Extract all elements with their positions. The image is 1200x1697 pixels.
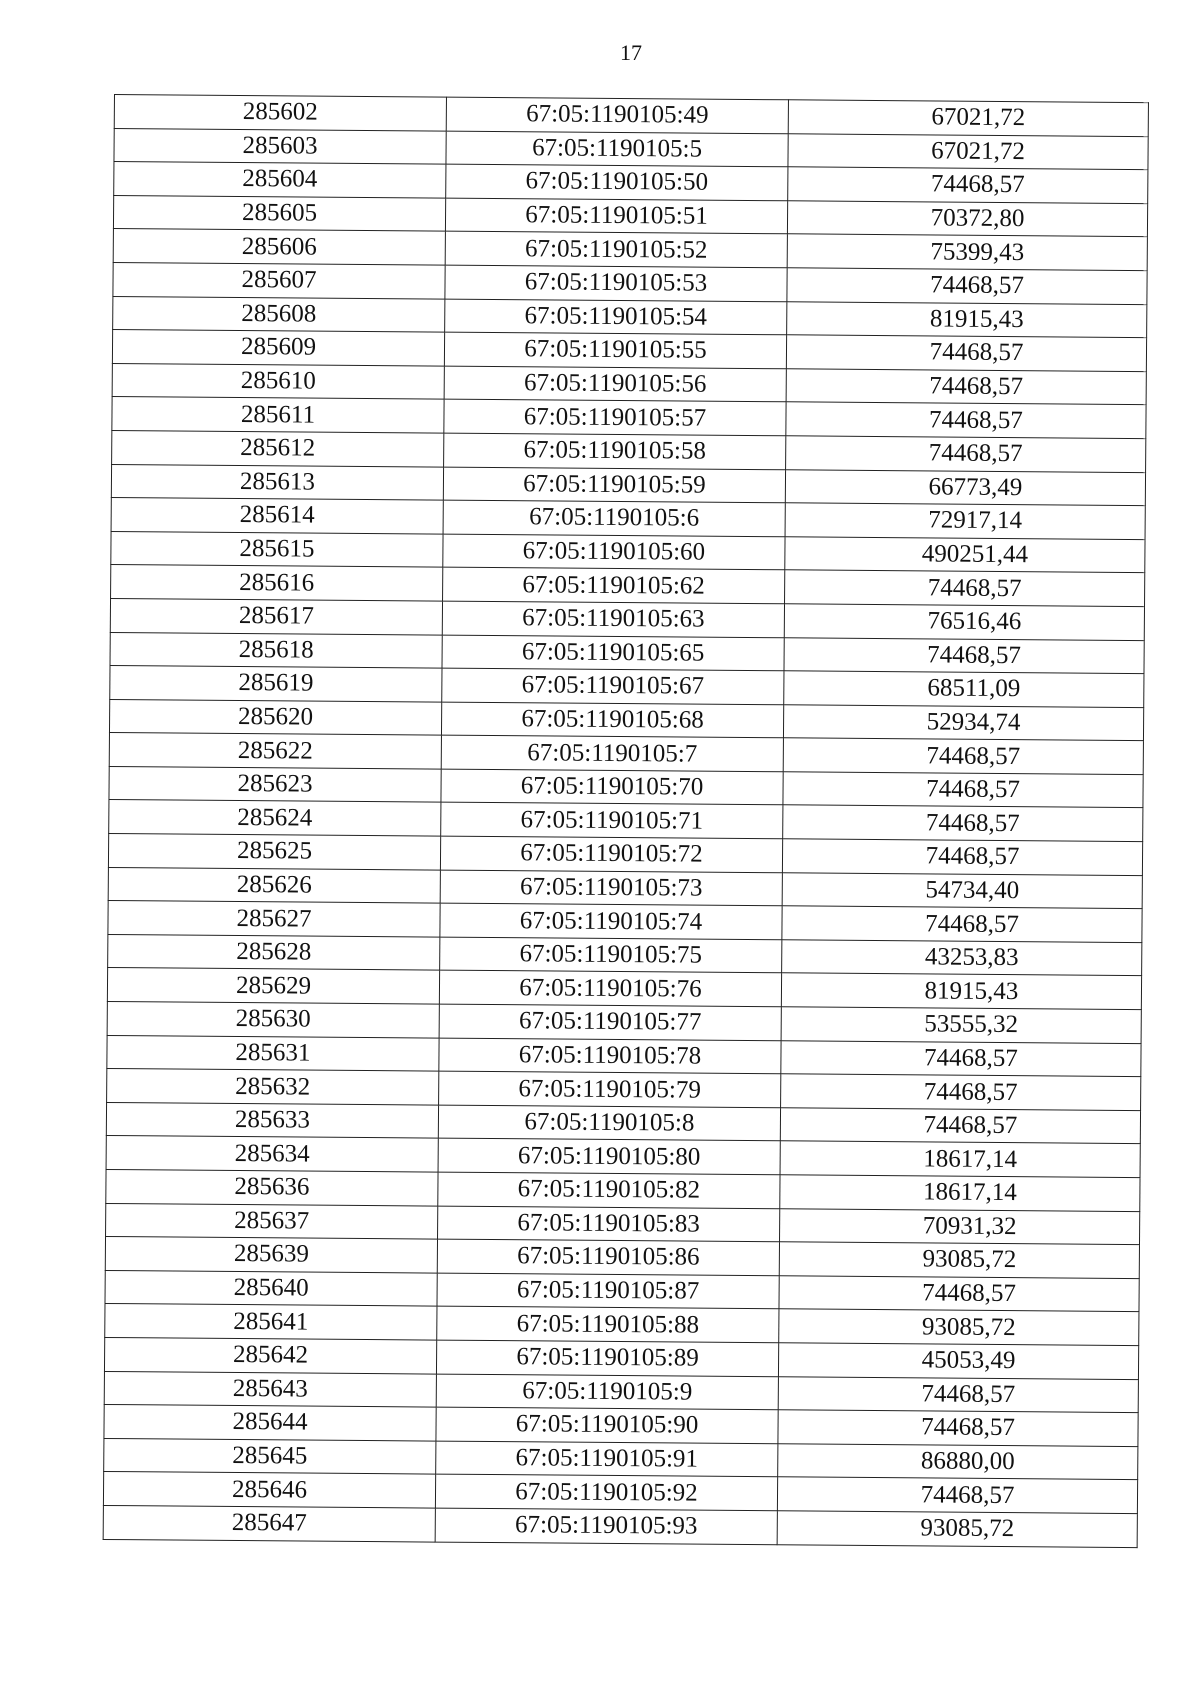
row-number-cell: 285618 — [110, 632, 442, 668]
row-number-cell: 285616 — [111, 565, 443, 601]
cadastral-value-table — [103, 94, 1149, 1548]
cadastral-number-cell: 67:05:1190105:9 — [436, 1374, 778, 1410]
cadastral-value-cell: 93085,72 — [777, 1511, 1137, 1547]
row-number-cell: 285633 — [106, 1102, 438, 1138]
cadastral-value-cell: 18617,14 — [780, 1141, 1140, 1177]
page-number: 17 — [620, 40, 642, 65]
cadastral-value-cell: 74468,57 — [784, 637, 1144, 673]
row-number-cell: 285643 — [104, 1371, 436, 1407]
cadastral-value-cell: 81915,43 — [781, 973, 1141, 1009]
cadastral-number-cell: 67:05:1190105:6 — [443, 500, 785, 536]
row-number-cell: 285624 — [109, 800, 441, 836]
row-number-cell: 285605 — [113, 195, 445, 231]
cadastral-value-cell: 54734,40 — [782, 872, 1142, 908]
cadastral-number-cell: 67:05:1190105:8 — [438, 1105, 780, 1141]
cadastral-number-cell: 67:05:1190105:55 — [444, 332, 786, 368]
row-number-cell: 285623 — [109, 766, 441, 802]
cadastral-number-cell: 67:05:1190105:62 — [443, 567, 785, 603]
cadastral-value-cell: 67021,72 — [788, 100, 1148, 136]
row-number-cell: 285602 — [114, 95, 446, 131]
cadastral-value-cell: 74468,57 — [788, 167, 1148, 203]
row-number-cell: 285629 — [107, 968, 439, 1004]
row-number-cell: 285626 — [108, 867, 440, 903]
cadastral-value-cell: 93085,72 — [779, 1242, 1139, 1278]
cadastral-value-cell: 52934,74 — [783, 704, 1143, 740]
row-number-cell: 285615 — [111, 531, 443, 567]
cadastral-number-cell: 67:05:1190105:89 — [436, 1340, 778, 1376]
cadastral-number-cell: 67:05:1190105:57 — [444, 399, 786, 435]
cadastral-number-cell: 67:05:1190105:87 — [437, 1273, 779, 1309]
cadastral-number-cell: 67:05:1190105:63 — [442, 601, 784, 637]
row-number-cell: 285620 — [109, 699, 441, 735]
row-number-cell: 285611 — [112, 397, 444, 433]
cadastral-value-cell: 75399,43 — [787, 234, 1147, 270]
row-number-cell: 285612 — [112, 430, 444, 466]
row-number-cell: 285642 — [104, 1337, 436, 1373]
cadastral-value-table-container — [103, 94, 1149, 1548]
cadastral-value-cell: 43253,83 — [782, 940, 1142, 976]
cadastral-number-cell: 67:05:1190105:88 — [437, 1306, 779, 1342]
cadastral-value-cell: 76516,46 — [784, 604, 1144, 640]
row-number-cell: 285604 — [114, 162, 446, 198]
cadastral-number-cell: 67:05:1190105:77 — [439, 1004, 781, 1040]
row-number-cell: 285640 — [105, 1270, 437, 1306]
row-number-cell: 285644 — [104, 1405, 436, 1441]
row-number-cell: 285627 — [108, 901, 440, 937]
cadastral-number-cell: 67:05:1190105:93 — [435, 1508, 777, 1544]
cadastral-number-cell: 67:05:1190105:53 — [445, 265, 787, 301]
cadastral-value-cell: 74468,57 — [786, 335, 1146, 371]
cadastral-value-cell: 74468,57 — [780, 1108, 1140, 1144]
cadastral-value-cell: 74468,57 — [782, 839, 1142, 875]
row-number-cell: 285613 — [111, 464, 443, 500]
cadastral-number-cell: 67:05:1190105:86 — [437, 1239, 779, 1275]
row-number-cell: 285628 — [108, 934, 440, 970]
row-number-cell: 285637 — [106, 1203, 438, 1239]
cadastral-number-cell: 67:05:1190105:73 — [440, 870, 782, 906]
cadastral-number-cell: 67:05:1190105:51 — [445, 198, 787, 234]
cadastral-value-cell: 74468,57 — [781, 1074, 1141, 1110]
row-number-cell: 285609 — [112, 330, 444, 366]
cadastral-number-cell: 67:05:1190105:68 — [441, 702, 783, 738]
cadastral-value-cell: 66773,49 — [785, 469, 1145, 505]
cadastral-value-cell: 74468,57 — [786, 369, 1146, 405]
cadastral-value-cell: 74468,57 — [781, 1040, 1141, 1076]
cadastral-value-cell: 74468,57 — [782, 906, 1142, 942]
row-number-cell: 285631 — [107, 1035, 439, 1071]
row-number-cell: 285610 — [112, 363, 444, 399]
cadastral-number-cell: 67:05:1190105:56 — [444, 366, 786, 402]
cadastral-number-cell: 67:05:1190105:79 — [439, 1071, 781, 1107]
cadastral-number-cell: 67:05:1190105:58 — [444, 433, 786, 469]
cadastral-value-cell: 68511,09 — [784, 671, 1144, 707]
cadastral-value-cell: 74468,57 — [778, 1410, 1138, 1446]
row-number-cell: 285646 — [103, 1472, 435, 1508]
cadastral-number-cell: 67:05:1190105:83 — [438, 1206, 780, 1242]
cadastral-number-cell: 67:05:1190105:52 — [445, 231, 787, 267]
cadastral-number-cell: 67:05:1190105:59 — [443, 467, 785, 503]
cadastral-number-cell: 67:05:1190105:49 — [446, 97, 788, 133]
cadastral-value-cell: 74468,57 — [786, 402, 1146, 438]
cadastral-number-cell: 67:05:1190105:7 — [441, 735, 783, 771]
cadastral-number-cell: 67:05:1190105:60 — [443, 534, 785, 570]
cadastral-value-cell: 490251,44 — [785, 537, 1145, 573]
row-number-cell: 285606 — [113, 229, 445, 265]
cadastral-value-cell: 74468,57 — [787, 268, 1147, 304]
cadastral-number-cell: 67:05:1190105:70 — [441, 769, 783, 805]
cadastral-number-cell: 67:05:1190105:50 — [446, 164, 788, 200]
table-row — [103, 1505, 1137, 1547]
cadastral-number-cell: 67:05:1190105:91 — [436, 1441, 778, 1477]
row-number-cell: 285608 — [113, 296, 445, 332]
cadastral-number-cell: 67:05:1190105:65 — [442, 635, 784, 671]
cadastral-number-cell: 67:05:1190105:78 — [439, 1038, 781, 1074]
row-number-cell: 285619 — [110, 666, 442, 702]
cadastral-value-cell: 72917,14 — [785, 503, 1145, 539]
cadastral-number-cell: 67:05:1190105:67 — [442, 668, 784, 704]
row-number-cell: 285636 — [106, 1169, 438, 1205]
cadastral-value-cell: 74468,57 — [783, 805, 1143, 841]
cadastral-number-cell: 67:05:1190105:75 — [440, 937, 782, 973]
row-number-cell: 285625 — [108, 834, 440, 870]
cadastral-number-cell: 67:05:1190105:80 — [438, 1138, 780, 1174]
row-number-cell: 285617 — [110, 598, 442, 634]
cadastral-value-cell: 70372,80 — [787, 201, 1147, 237]
cadastral-number-cell: 67:05:1190105:76 — [439, 971, 781, 1007]
cadastral-value-cell: 74468,57 — [785, 570, 1145, 606]
row-number-cell: 285603 — [114, 128, 446, 164]
cadastral-value-cell: 93085,72 — [779, 1309, 1139, 1345]
table-body — [103, 95, 1148, 1548]
cadastral-value-cell: 81915,43 — [787, 301, 1147, 337]
cadastral-value-cell: 45053,49 — [778, 1343, 1138, 1379]
cadastral-number-cell: 67:05:1190105:82 — [438, 1172, 780, 1208]
cadastral-value-cell: 67021,72 — [788, 133, 1148, 169]
cadastral-number-cell: 67:05:1190105:71 — [441, 803, 783, 839]
row-number-cell: 285634 — [106, 1136, 438, 1172]
row-number-cell: 285647 — [103, 1505, 435, 1541]
cadastral-number-cell: 67:05:1190105:54 — [445, 299, 787, 335]
cadastral-number-cell: 67:05:1190105:5 — [446, 131, 788, 167]
cadastral-value-cell: 74468,57 — [777, 1477, 1137, 1513]
cadastral-number-cell: 67:05:1190105:90 — [436, 1407, 778, 1443]
row-number-cell: 285614 — [111, 498, 443, 534]
cadastral-value-cell: 70931,32 — [780, 1208, 1140, 1244]
cadastral-value-cell: 74468,57 — [779, 1276, 1139, 1312]
cadastral-value-cell: 74468,57 — [786, 436, 1146, 472]
row-number-cell: 285607 — [113, 262, 445, 298]
row-number-cell: 285639 — [105, 1237, 437, 1273]
cadastral-value-cell: 18617,14 — [780, 1175, 1140, 1211]
cadastral-value-cell: 74468,57 — [783, 738, 1143, 774]
cadastral-value-cell: 53555,32 — [781, 1007, 1141, 1043]
row-number-cell: 285641 — [105, 1304, 437, 1340]
cadastral-value-cell: 74468,57 — [783, 772, 1143, 808]
cadastral-number-cell: 67:05:1190105:72 — [440, 836, 782, 872]
cadastral-number-cell: 67:05:1190105:74 — [440, 903, 782, 939]
row-number-cell: 285645 — [104, 1438, 436, 1474]
row-number-cell: 285622 — [109, 733, 441, 769]
cadastral-value-cell: 86880,00 — [778, 1444, 1138, 1480]
row-number-cell: 285632 — [107, 1069, 439, 1105]
cadastral-number-cell: 67:05:1190105:92 — [435, 1474, 777, 1510]
cadastral-value-cell: 74468,57 — [778, 1376, 1138, 1412]
row-number-cell: 285630 — [107, 1002, 439, 1038]
